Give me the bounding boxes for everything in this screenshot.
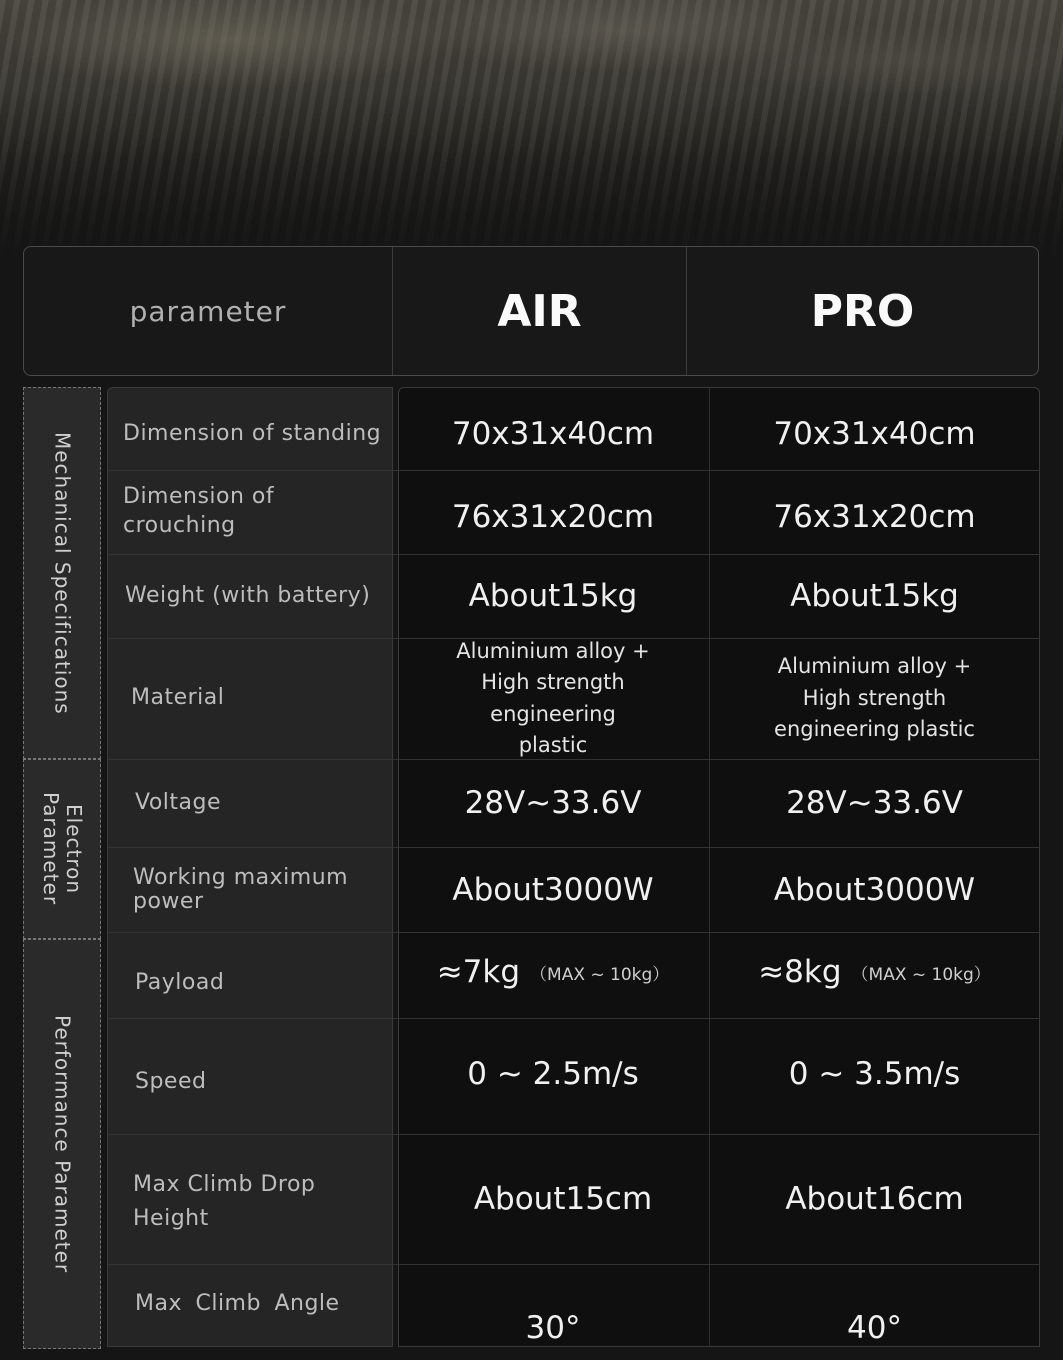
air-max-climb-drop-height: About15cm: [473, 1181, 653, 1217]
pro-max-climb-angle: 40°: [847, 1310, 902, 1346]
category-performance: [23, 939, 101, 1349]
param-voltage: Voltage: [135, 789, 222, 815]
param-material: Material: [131, 685, 225, 711]
air-speed: 0 ~ 2.5m/s: [467, 1056, 639, 1092]
param-max-climb-angle: Max Climb Angle: [135, 1291, 340, 1316]
category-mechanical: [23, 387, 101, 759]
param-max-power: Working maximum power: [133, 865, 349, 914]
air-payload-value: ≈7kg: [436, 954, 521, 990]
air-material: Aluminium alloy + High strength engineering plastic: [456, 638, 650, 757]
param-dimension-standing: Dimension of standing: [123, 420, 382, 446]
category-mechanical-label: Mechanical Specifications: [50, 431, 75, 715]
pro-material: Aluminium alloy + High strength engineering plastic: [774, 654, 975, 742]
param-max-climb-drop-height: Max Climb Drop Height: [133, 1171, 316, 1231]
param-weight: Weight (with battery): [125, 582, 371, 608]
pro-payload: [709, 932, 1040, 1012]
pro-max-climb-drop-height: About16cm: [785, 1181, 964, 1217]
spec-table-header: [23, 246, 1039, 376]
air-payload: [398, 932, 708, 1012]
param-speed: Speed: [135, 1068, 207, 1094]
air-payload-max: （MAX ~ 10kg）: [530, 964, 670, 985]
air-max-power: About3000W: [452, 871, 654, 908]
category-electron: [23, 759, 101, 939]
param-dimension-crouching: Dimension of crouching: [123, 484, 275, 538]
pro-payload-value: ≈8kg: [758, 954, 842, 990]
air-voltage: 28V~33.6V: [464, 785, 642, 821]
air-max-climb-angle: 30°: [525, 1310, 581, 1346]
air-dimension-standing: 70x31x40cm: [451, 416, 655, 452]
pro-dimension-standing: 70x31x40cm: [773, 416, 976, 452]
pro-voltage: 28V~33.6V: [786, 785, 963, 821]
pro-speed: 0 ~ 3.5m/s: [788, 1056, 961, 1092]
pro-max-power: About3000W: [773, 871, 976, 908]
param-payload: Payload: [135, 969, 225, 995]
pro-dimension-crouching: 76x31x20cm: [773, 499, 976, 535]
category-performance-label: Performance Parameter: [50, 1014, 75, 1274]
header-pro: PRO: [810, 285, 915, 337]
header-parameter: parameter: [24, 247, 393, 375]
air-weight: About15kg: [468, 578, 638, 614]
header-air: AIR: [393, 247, 687, 375]
pro-payload-max: （MAX ~ 10kg）: [851, 964, 991, 985]
hero-rock-image: [0, 0, 1063, 260]
air-dimension-crouching: 76x31x20cm: [451, 499, 655, 535]
pro-weight: About15kg: [790, 578, 959, 614]
category-electron-label: Electron Parameter: [39, 792, 86, 906]
